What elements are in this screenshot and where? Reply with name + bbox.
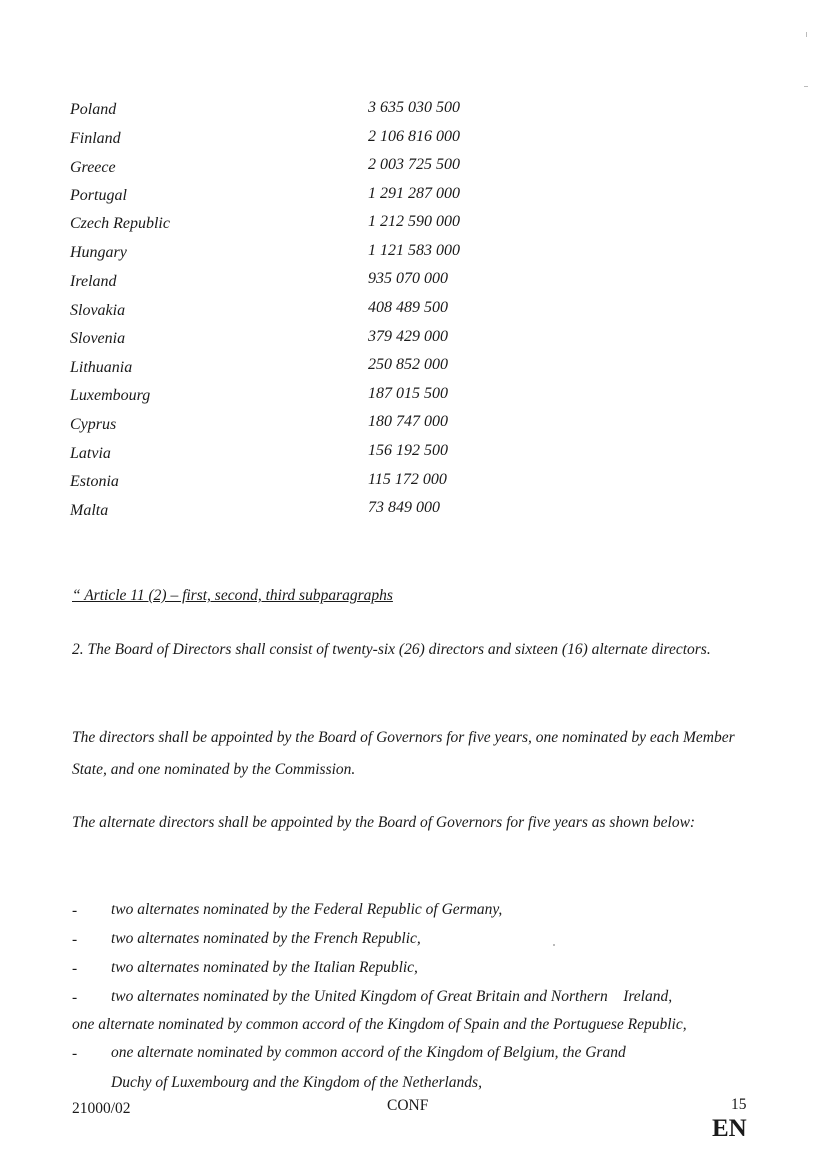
paragraph-board-composition: 2. The Board of Directors shall consist of twenty-six (26) directors and sixteen (16) alternate directors. <box>72 641 711 658</box>
country-name: Cyprus <box>70 416 117 433</box>
country-name: Greece <box>70 159 116 176</box>
amount-value: 187 015 500 <box>368 385 448 402</box>
amount-value: 180 747 000 <box>368 413 448 430</box>
amount-value: 1 121 583 000 <box>368 242 460 259</box>
paragraph-alternates-appointment: The alternate directors shall be appointed by the Board of Governors for five years as shown below: <box>72 814 696 831</box>
country-name: Hungary <box>70 244 127 261</box>
list-item: two alternates nominated by the United Kingdom of Great Britain and Northern Ireland, <box>111 988 673 1005</box>
footer-language-code: EN <box>712 1115 747 1142</box>
amount-value: 115 172 000 <box>368 471 447 488</box>
country-name: Czech Republic <box>70 215 170 232</box>
footer-classification: CONF <box>387 1097 429 1114</box>
list-item: two alternates nominated by the French Republic, <box>111 930 421 947</box>
list-item: two alternates nominated by the Italian Republic, <box>111 959 418 976</box>
country-name: Malta <box>70 502 109 519</box>
country-name: Ireland <box>70 273 117 290</box>
amount-value: 3 635 030 500 <box>368 99 460 116</box>
article-heading: “ Article 11 (2) – first, second, third subparagraphs <box>72 587 393 604</box>
country-name: Estonia <box>70 473 119 490</box>
paragraph-directors-appointment: The directors shall be appointed by the Board of Governors for five years, one nominated by each Member State, and one nominated by the Commission. <box>72 729 735 778</box>
list-item: one alternate nominated by common accord of the Kingdom of Spain and the Portuguese Republic, <box>72 1016 687 1033</box>
country-name: Lithuania <box>70 359 133 376</box>
list-item: two alternates nominated by the Federal Republic of Germany, <box>111 901 503 918</box>
scan-speck <box>806 32 807 37</box>
country-name: Slovenia <box>70 330 126 347</box>
list-item: one alternate nominated by common accord of the Kingdom of Belgium, the Grand <box>111 1044 626 1061</box>
amount-value: 935 070 000 <box>368 270 448 287</box>
dash-marker: - <box>72 1045 78 1062</box>
footer-page-number: 15 <box>731 1096 747 1113</box>
amount-value: 2 106 816 000 <box>368 128 460 145</box>
country-name: Slovakia <box>70 302 126 319</box>
dash-marker: - <box>72 931 78 948</box>
list-item-continuation: Duchy of Luxembourg and the Kingdom of the Netherlands, <box>111 1074 482 1091</box>
country-name: Portugal <box>70 187 127 204</box>
amount-value: 156 192 500 <box>368 442 448 459</box>
dash-marker: - <box>72 960 78 977</box>
amount-value: 1 291 287 000 <box>368 185 460 202</box>
footer-doc-number: 21000/02 <box>72 1100 131 1117</box>
amount-value: 408 489 500 <box>368 299 448 316</box>
dash-marker: - <box>72 989 78 1006</box>
scan-speck <box>553 944 555 946</box>
amount-value: 1 212 590 000 <box>368 213 460 230</box>
country-name: Finland <box>70 130 121 147</box>
amount-value: 73 849 000 <box>368 499 440 516</box>
amount-value: 2 003 725 500 <box>368 156 460 173</box>
country-name: Luxembourg <box>70 387 151 404</box>
scan-speck <box>804 86 808 87</box>
country-name: Latvia <box>70 445 111 462</box>
country-name: Poland <box>70 101 117 118</box>
amount-value: 250 852 000 <box>368 356 448 373</box>
amount-value: 379 429 000 <box>368 328 448 345</box>
dash-marker: - <box>72 902 78 919</box>
